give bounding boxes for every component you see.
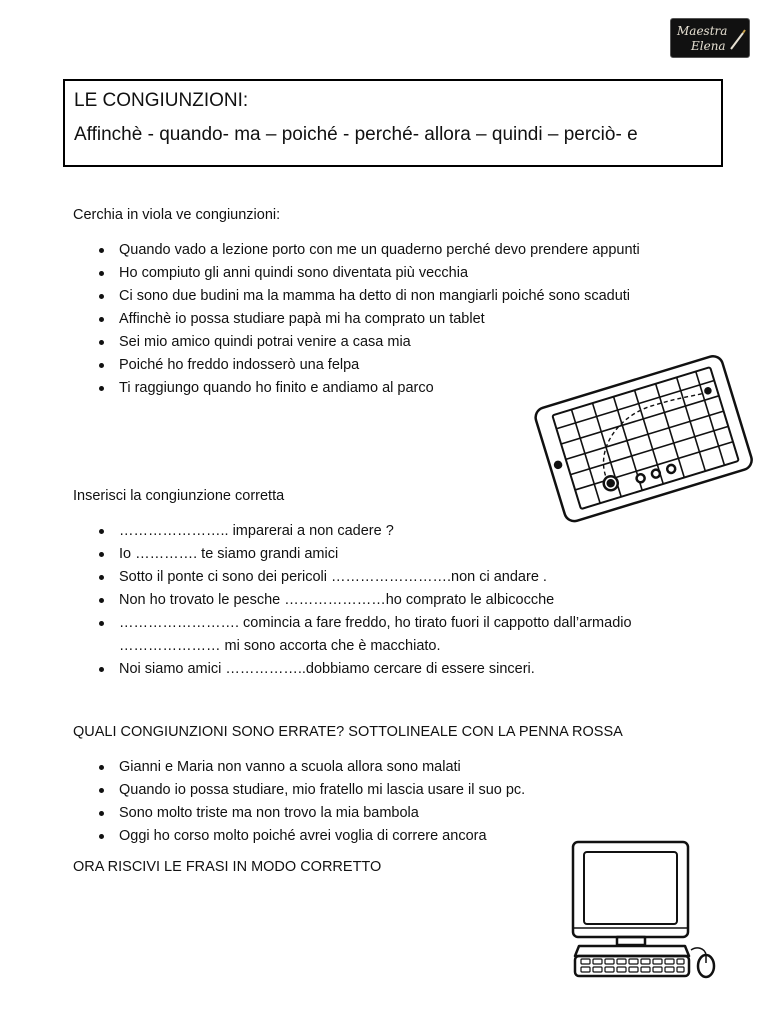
exercise-insert-conjunction — [73, 485, 703, 681]
list-item: Non ho trovato le pesche …………………ho comprato le albicocche — [73, 589, 703, 612]
list-item: ………………….. imparerai a non cadere ? — [73, 520, 703, 543]
list-item: Noi siamo amici ……………..dobbiamo cercare di essere sinceri. — [73, 658, 703, 681]
list-item: Ti raggiungo quando ho finito e andiamo al parco — [73, 377, 673, 400]
exercise3-list — [73, 756, 693, 848]
list-item: Ci sono due budini ma la mamma ha detto di non mangiarli poiché sono scaduti — [73, 285, 673, 308]
list-item: Sotto il ponte ci sono dei pericoli …………………….non ci andare . — [73, 566, 703, 589]
exercise1-instruction: Cerchia in viola ve congiunzioni: — [73, 207, 281, 223]
pencil-tip-icon — [743, 30, 745, 33]
exercise4-instruction: ORA RISCIVI LE FRASI IN MODO CORRETTO — [73, 859, 382, 875]
maestra-elena-logo — [670, 18, 750, 58]
list-item: Quando vado a lezione porto con me un quaderno perché devo prendere appunti — [73, 239, 673, 262]
list-item: Sono molto triste ma non trovo la mia bambola — [73, 802, 693, 825]
conjunction-list: Affinchè - quando- ma – poiché - perché- allora – quindi – perciò- e — [74, 124, 638, 145]
list-item: Gianni e Maria non vanno a scuola allora sono malati — [73, 756, 693, 779]
exercise-wrong-conjunctions — [73, 721, 693, 848]
list-item: Oggi ho corso molto poiché avrei voglia di correre ancora — [73, 825, 693, 848]
list-item: Affinchè io possa studiare papà mi ha comprato un tablet — [73, 308, 673, 331]
list-item: Poiché ho freddo indosserò una felpa — [73, 354, 673, 377]
list-item: Sei mio amico quindi potrai venire a casa mia — [73, 331, 673, 354]
title-box — [63, 79, 723, 167]
exercise2-list — [73, 520, 703, 681]
logo-text-line1: Maestra — [677, 24, 728, 38]
computer-illustration — [565, 838, 725, 983]
list-item: Ho compiuto gli anni quindi sono diventata più vecchia — [73, 262, 673, 285]
exercise3-instruction: QUALI CONGIUNZIONI SONO ERRATE? SOTTOLINEALE CON LA PENNA ROSSA — [73, 724, 623, 740]
list-item: Quando io possa studiare, mio fratello mi lascia usare il suo pc. — [73, 779, 693, 802]
exercise-rewrite — [73, 856, 381, 879]
exercise2-instruction: Inserisci la congiunzione corretta — [73, 488, 285, 504]
list-item: Io …………. te siamo grandi amici — [73, 543, 703, 566]
pencil-icon — [731, 33, 743, 49]
list-item: ……………………. comincia a fare freddo, ho tirato fuori il cappotto dall’armadio ………………… mi sono accorta che è macchiato. — [73, 612, 703, 658]
page-title: LE CONGIUNZIONI: — [74, 90, 249, 111]
logo-text-line2: Elena — [691, 39, 726, 53]
